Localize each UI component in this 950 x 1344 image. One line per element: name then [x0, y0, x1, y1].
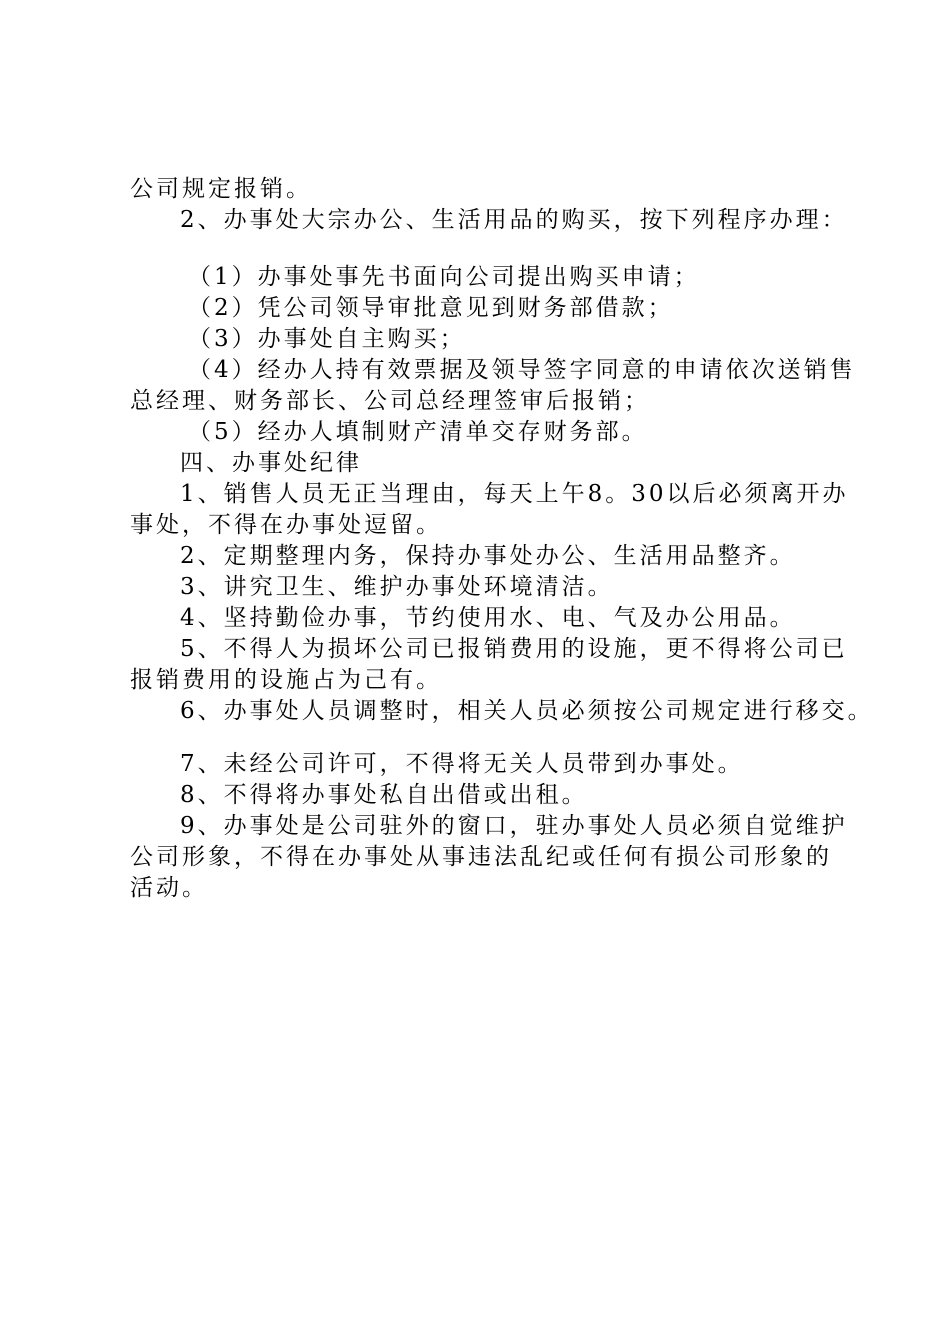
- rule-2: 2、定期整理内务，保持办事处办公、生活用品整齐。: [180, 543, 796, 569]
- rule-8: 8、不得将办事处私自出借或出租。: [180, 782, 588, 808]
- rule-7: 7、未经公司许可，不得将无关人员带到办事处。: [180, 751, 744, 777]
- rule-9: 9、办事处是公司驻外的窗口，驻办事处人员必须自觉维护: [180, 813, 848, 839]
- rule-5-continued: 报销费用的设施占为己有。: [130, 667, 442, 693]
- rule-1-continued: 事处，不得在办事处逗留。: [130, 512, 442, 538]
- procedure-step-1: （1）办事处事先书面向公司提出购买申请；: [188, 264, 700, 290]
- procedure-step-3: （3）办事处自主购买；: [188, 326, 466, 352]
- rule-4: 4、坚持勤俭办事，节约使用水、电、气及办公用品。: [180, 605, 796, 631]
- procurement-procedure-heading: 2、办事处大宗办公、生活用品的购买，按下列程序办理：: [180, 207, 848, 233]
- rule-3: 3、讲究卫生、维护办事处环境清洁。: [180, 574, 614, 600]
- procedure-step-2: （2）凭公司领导审批意见到财务部借款；: [188, 295, 674, 321]
- procedure-step-4: （4）经办人持有效票据及领导签字同意的申请依次送销售: [188, 357, 856, 383]
- rule-5: 5、不得人为损坏公司已报销费用的设施，更不得将公司已: [180, 636, 848, 662]
- rule-1: 1、销售人员无正当理由，每天上午8。30以后必须离开办: [180, 481, 849, 507]
- rule-9-end: 活动。: [130, 875, 208, 901]
- paragraph-line: 公司规定报销。: [130, 176, 312, 202]
- procedure-step-4-continued: 总经理、财务部长、公司总经理签审后报销；: [130, 388, 650, 414]
- rule-6: 6、办事处人员调整时，相关人员必须按公司规定进行移交。: [180, 698, 874, 724]
- procedure-step-5: （5）经办人填制财产清单交存财务部。: [188, 419, 648, 445]
- section-heading-discipline: 四、办事处纪律: [180, 450, 362, 476]
- document-body: [130, 174, 874, 904]
- rule-9-continued: 公司形象，不得在办事处从事违法乱纪或任何有损公司形象的: [130, 844, 832, 870]
